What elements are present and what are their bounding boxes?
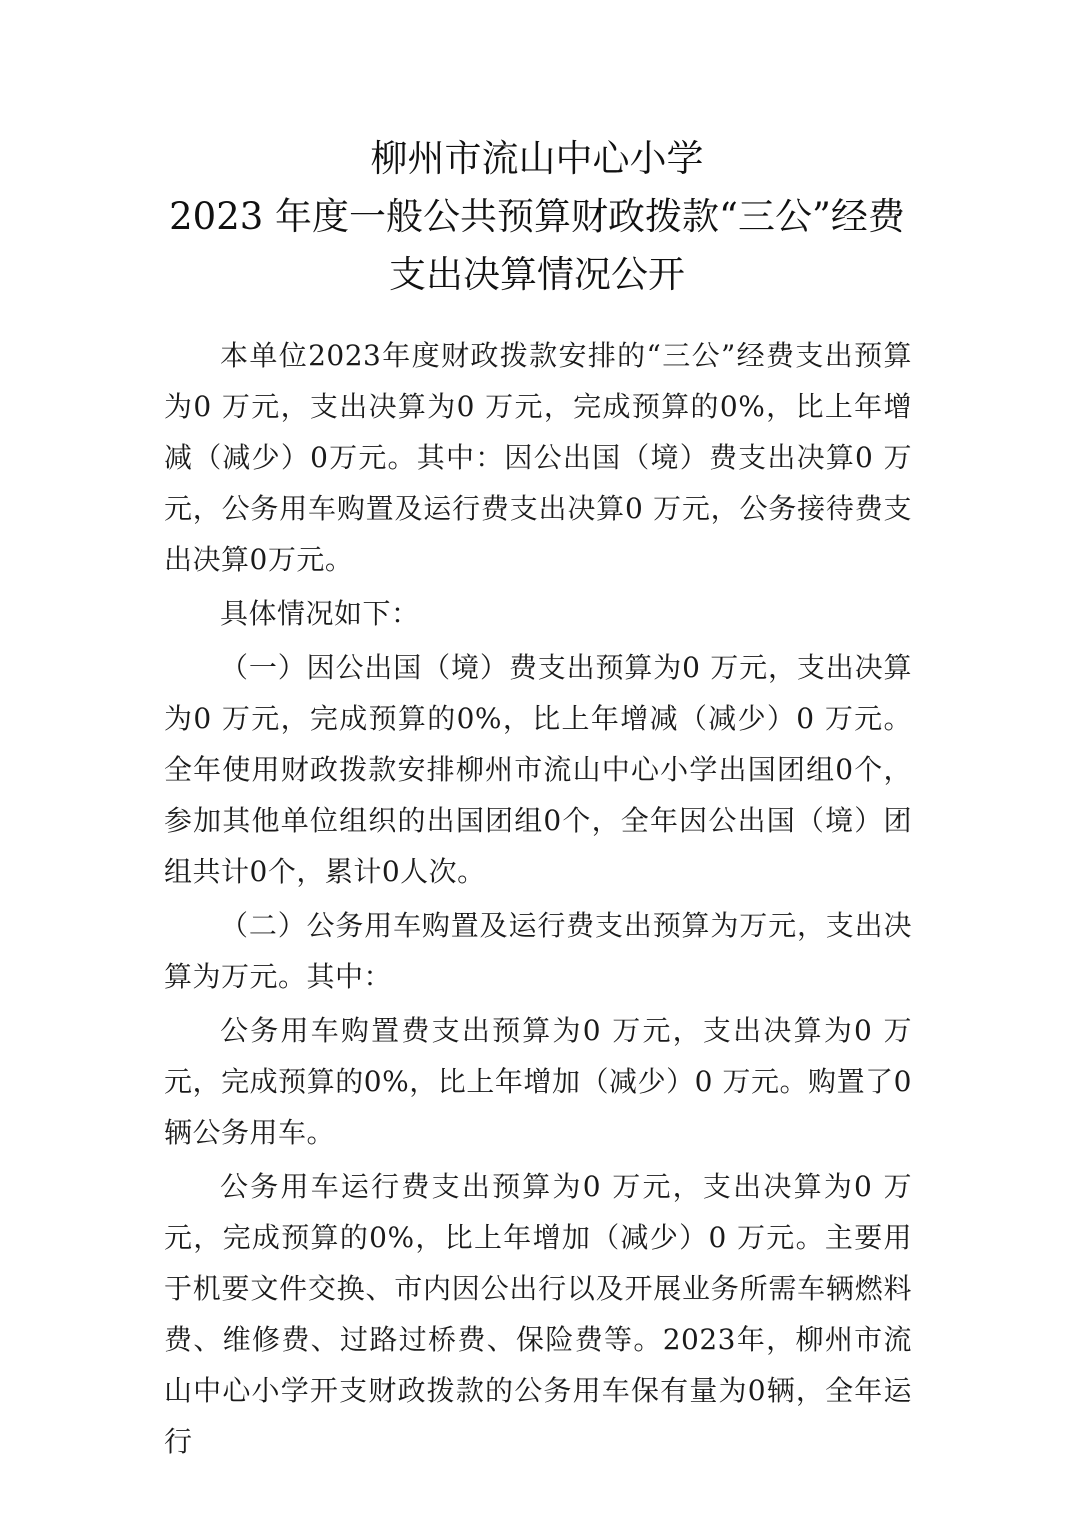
title-line-3: 支出决算情况公开 [389,253,685,296]
paragraph-details-intro: 具体情况如下： [220,597,420,630]
paragraph-vehicle-operation: 公务用车运行费支出预算为0 万元，支出决算为0 万元，完成预算的0%，比上年增加（减少）0 万元。主要用于机要文件交换、市内因公出行以及开展业务所需车辆燃料费、维修费、过路过桥费、保险费等。2023年，柳州市流山中心小学开支财政拨款的公务用车保有量为0辆，全年运行 [164,1170,912,1458]
paragraph-overseas-travel: （一）因公出国（境）费支出预算为0 万元，支出决算为0 万元，完成预算的0%，比上年增减（减少）0 万元。全年使用财政拨款安排柳州市流山中心小学出国团组0个，参加其他单位组织的出国团组0个，全年因公出国（境）团组共计0个，累计0人次。 [164,651,912,888]
title-line-1: 柳州市流山中心小学 [370,137,704,180]
paragraph-official-vehicles: （二）公务用车购置及运行费支出预算为万元，支出决算为万元。其中： [164,909,912,993]
document-body [164,330,912,1470]
paragraph-vehicle-purchase: 公务用车购置费支出预算为0 万元，支出决算为0 万元，完成预算的0%，比上年增加（减少）0 万元。购置了0辆公务用车。 [164,1014,912,1149]
document-title [130,130,944,304]
title-line-2: 2023 年度一般公共预算财政拨款“三公”经费 [169,195,905,238]
paragraph-summary: 本单位2023年度财政拨款安排的“三公”经费支出预算为0 万元，支出决算为0 万元，完成预算的0%，比上年增减（减少）0万元。其中：因公出国（境）费支出决算0 万元，公务用车购置及运行费支出决算0 万元，公务接待费支出决算0万元。 [164,339,912,576]
